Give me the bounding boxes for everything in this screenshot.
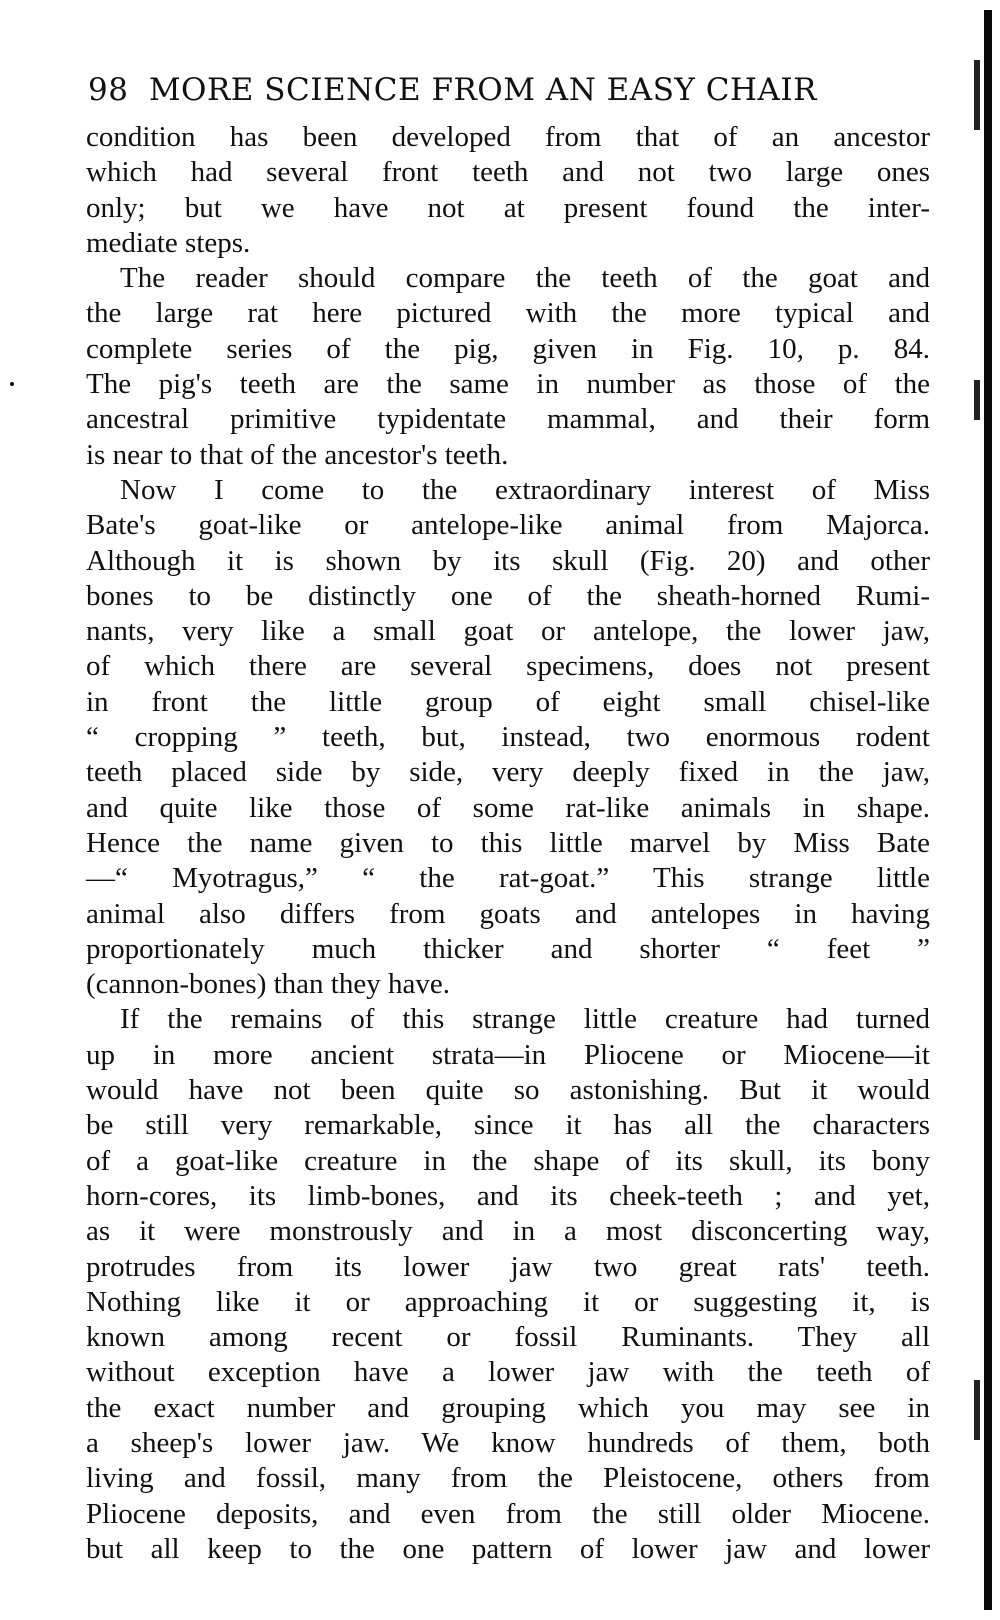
running-title: MORE SCIENCE FROM AN EASY CHAIR — [148, 72, 817, 108]
page-edge-fragment — [974, 60, 980, 130]
text-line: complete series of the pig, given in Fig. 10, p. 84. — [86, 332, 930, 365]
text-line: Pliocene deposits, and even from the still older Miocene. — [86, 1497, 930, 1530]
paragraph — [86, 261, 930, 473]
text-line: is near to that of the ancestor's teeth. — [86, 438, 509, 471]
scan-speck — [10, 382, 14, 386]
text-line: in front the little group of eight small chisel-like — [86, 685, 930, 718]
text-line: Although it is shown by its skull (Fig. 20) and other — [86, 544, 930, 577]
text-line: which had several front teeth and not two large ones — [86, 156, 930, 189]
text-line: Now I come to the extraordinary interest of Miss — [120, 473, 930, 506]
text-line: protrudes from its lower jaw two great rats' teeth. — [86, 1250, 930, 1283]
paragraph — [86, 1002, 930, 1567]
text-line: a sheep's lower jaw. We know hundreds of them, both — [86, 1426, 930, 1459]
text-line: proportionately much thicker and shorter “ feet ” — [86, 932, 930, 965]
page-number: 98 — [88, 72, 129, 108]
text-line: of which there are several specimens, does not present — [86, 650, 930, 683]
body-text — [86, 120, 930, 1567]
running-header — [88, 70, 928, 110]
text-line: living and fossil, many from the Pleistocene, others from — [86, 1462, 930, 1495]
text-line: condition has been developed from that of an ancestor — [86, 121, 930, 153]
text-line: “ cropping ” teeth, but, instead, two enormous rodent — [86, 721, 930, 754]
text-line: horn-cores, its limb-bones, and its cheek-teeth ; and yet, — [86, 1179, 930, 1212]
text-line: the exact number and grouping which you may see in — [86, 1391, 930, 1424]
text-line: mediate steps. — [86, 226, 251, 259]
text-line: nants, very like a small goat or antelope, the lower jaw, — [86, 615, 930, 648]
text-line: animal also differs from goats and antelopes in having — [86, 897, 930, 930]
text-line: known among recent or fossil Ruminants. They all — [86, 1321, 930, 1354]
text-line: bones to be distinctly one of the sheath-horned Rumi- — [86, 579, 930, 612]
text-line: up in more ancient strata—in Pliocene or Miocene—it — [86, 1038, 930, 1071]
text-line: If the remains of this strange little creature had turned — [120, 1003, 930, 1036]
paragraph — [86, 473, 930, 1002]
text-line: the large rat here pictured with the more typical and — [86, 297, 930, 330]
text-line: of a goat-like creature in the shape of its skull, its bony — [86, 1144, 930, 1177]
page-edge-fragment — [974, 380, 980, 420]
text-line: as it were monstrously and in a most disconcerting way, — [86, 1215, 930, 1248]
text-line: (cannon-bones) than they have. — [86, 968, 450, 1001]
page-edge-shadow — [984, 10, 992, 1610]
text-line: Nothing like it or approaching it or suggesting it, is — [86, 1285, 930, 1318]
page-edge-fragment — [974, 1380, 980, 1440]
text-line: without exception have a lower jaw with the teeth of — [86, 1356, 930, 1389]
text-line: The reader should compare the teeth of the goat and — [120, 262, 930, 295]
text-line: only; but we have not at present found the inter- — [86, 191, 930, 224]
text-line: ancestral primitive typidentate mammal, and their form — [86, 403, 930, 436]
text-line: Bate's goat-like or antelope-like animal from Majorca. — [86, 509, 930, 542]
text-line: —“ Myotragus,” “ the rat-goat.” This strange little — [86, 862, 930, 895]
text-line: teeth placed side by side, very deeply fixed in the jaw, — [86, 756, 930, 789]
text-line: be still very remarkable, since it has all the characters — [86, 1109, 930, 1142]
text-line: The pig's teeth are the same in number as those of the — [86, 368, 930, 401]
paragraph — [86, 120, 930, 261]
text-line: Hence the name given to this little marvel by Miss Bate — [86, 826, 930, 859]
text-line: would have not been quite so astonishing. But it would — [86, 1074, 930, 1107]
text-line: but all keep to the one pattern of lower jaw and lower — [86, 1532, 930, 1565]
text-line: and quite like those of some rat-like animals in shape. — [86, 791, 930, 824]
